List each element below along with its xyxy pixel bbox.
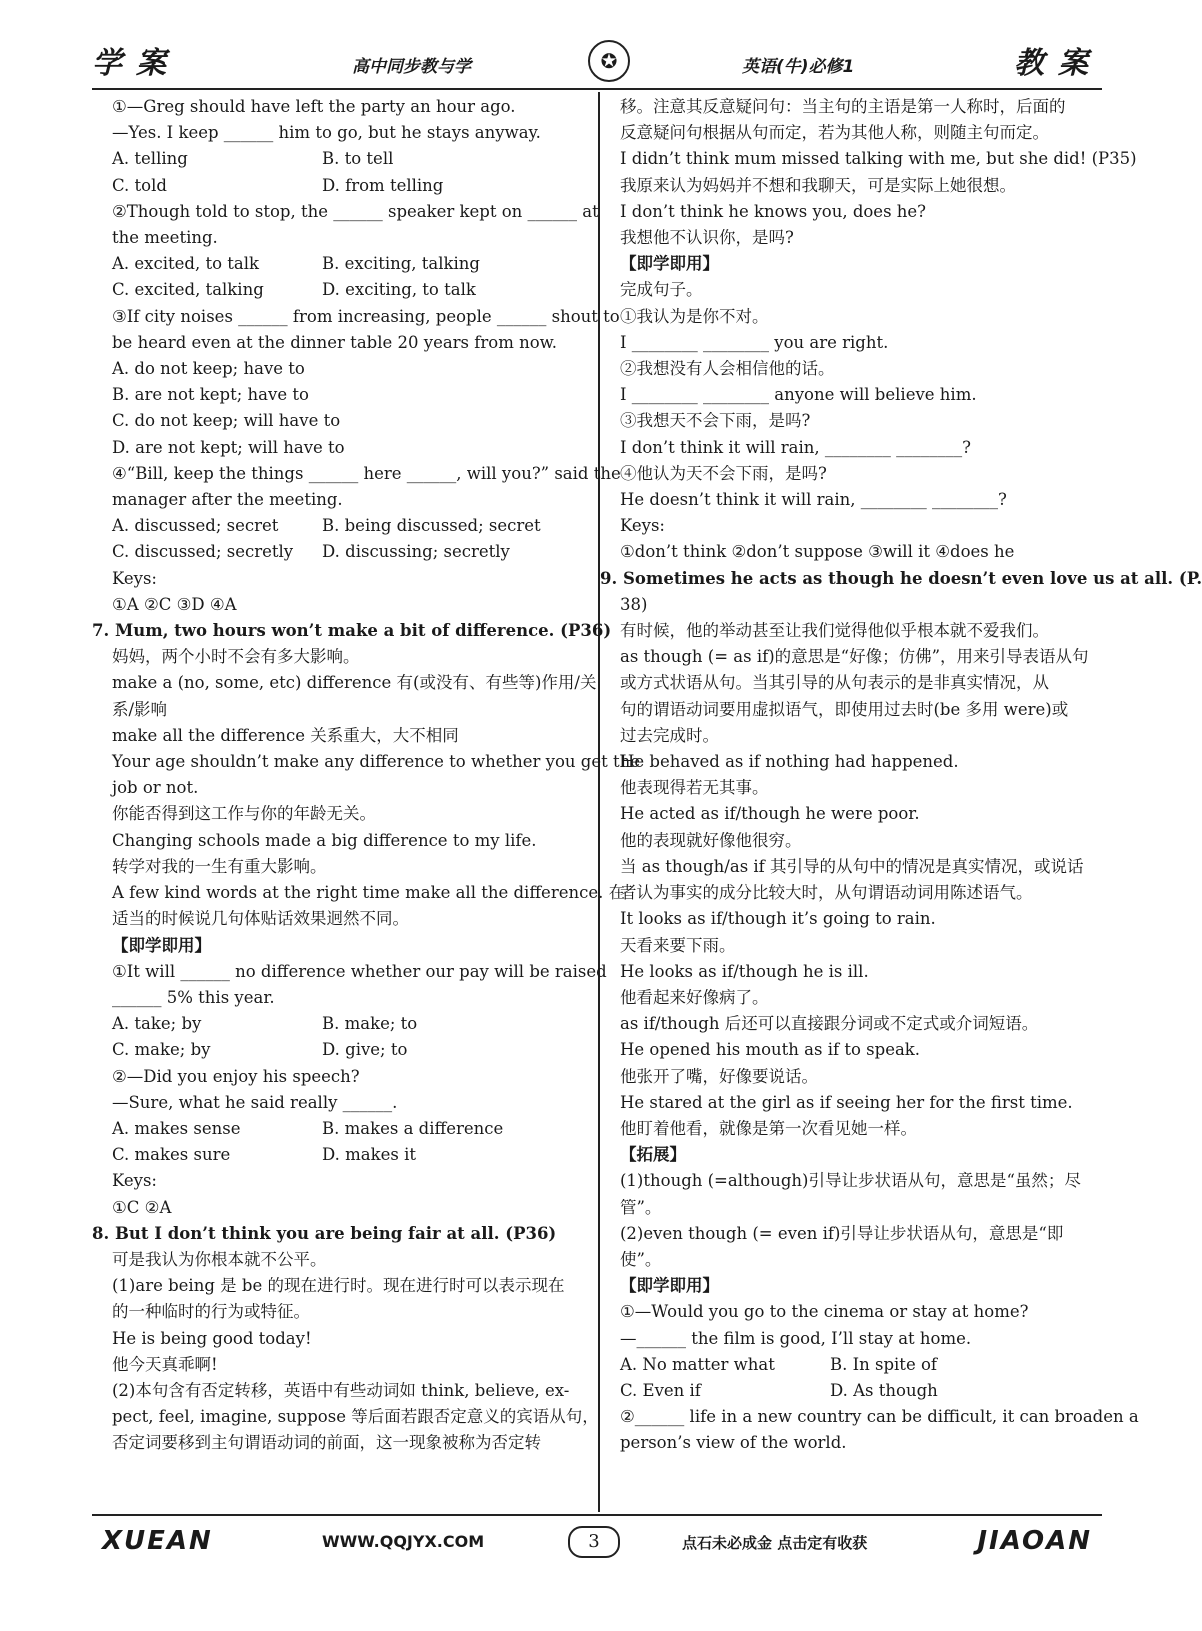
header-xuean-logo: 学案: [92, 46, 180, 81]
text-line: Keys:: [112, 568, 157, 588]
section-label: 【即学即用】: [620, 1276, 719, 1296]
text-line: as though (= as if)的意思是“好像；仿佛”，用来引导表语从句: [620, 647, 1089, 667]
text-line: —Yes. I keep ______ him to go, but he stays anyway.: [112, 123, 541, 143]
text-line: 38): [620, 594, 648, 614]
option-row: [112, 539, 582, 565]
text-line: 有时候，他的举动甚至让我们觉得他似乎根本就不爱我们。: [620, 621, 1049, 641]
option-row: [112, 1011, 582, 1037]
numbered-heading: 7. Mum, two hours won’t make a bit of difference. (P36): [92, 621, 612, 641]
text-line: 我想他不认识你，是吗?: [620, 228, 794, 248]
text-line: I don’t think he knows you, does he?: [620, 201, 927, 221]
text-line: (2)even though (= even if)引导让步状语从句，意思是“即: [620, 1223, 1064, 1243]
text-line: It looks as if/though it’s going to rain.: [620, 909, 936, 929]
text-line: manager after the meeting.: [112, 490, 343, 510]
text-line: 者认为事实的成分比较大时，从句谓语动词用陈述语气。: [620, 883, 1033, 903]
text-line: ②我想没有人会相信他的话。: [620, 359, 835, 379]
option-row: [112, 1116, 582, 1142]
text-line: 他看起来好像病了。: [620, 987, 769, 1007]
text-line: ②—Did you enjoy his speech?: [112, 1066, 360, 1086]
text-line: 他表现得若无其事。: [620, 778, 769, 798]
footer-slogan: 点石未必成金 点击定有收获: [682, 1534, 868, 1552]
text-line: 他盯着他看，就像是第一次看见她一样。: [620, 1118, 917, 1138]
text-line: 当 as though/as if 其引导的从句中的情况是真实情况，或说话: [620, 856, 1084, 876]
text-line: I ________ ________ you are right.: [620, 332, 889, 352]
text-line: 过去完成时。: [620, 725, 719, 745]
text-line: I ________ ________ anyone will believe him.: [620, 385, 977, 405]
text-line: A few kind words at the right time make all the difference. 在: [112, 883, 626, 903]
option-choice: C. makes sure: [112, 1145, 231, 1165]
header-jiaoan-logo: 教案: [1014, 46, 1102, 81]
page-number: 3: [568, 1526, 620, 1558]
text-line: as if/though 后还可以直接跟分词或不定式或介词短语。: [620, 1014, 1039, 1034]
option-choice: A. makes sense: [112, 1118, 241, 1138]
text-line: 你能否得到这工作与你的年龄无关。: [112, 804, 376, 824]
option-choice: A. take; by: [112, 1014, 202, 1034]
text-line: ①我认为是你不对。: [620, 306, 769, 326]
text-line: (1)though (=although)引导让步状语从句，意思是“虽然；尽: [620, 1171, 1081, 1191]
option-choice: C. make; by: [112, 1040, 211, 1060]
text-line: Your age shouldn’t make any difference to whether you get the: [112, 752, 641, 772]
option-choice: C. told: [112, 175, 167, 195]
text-line: 转学对我的一生有重大影响。: [112, 856, 327, 876]
numbered-heading: 9. Sometimes he acts as though he doesn’t even love us at all. (P.: [600, 568, 1202, 588]
text-line: I don’t think it will rain, ________ ________?: [620, 437, 971, 457]
text-line: 他的表现就好像他很穷。: [620, 830, 802, 850]
option-row: [112, 146, 582, 172]
text-line: 他张开了嘴，好像要说话。: [620, 1066, 818, 1086]
option-choice: D. As though: [830, 1380, 938, 1400]
numbered-heading: 8. But I don’t think you are being fair at all. (P36): [92, 1223, 557, 1243]
option-row: [112, 277, 582, 303]
option-choice: A. No matter what: [620, 1354, 775, 1374]
option-row: [112, 173, 582, 199]
option-row: [112, 1142, 582, 1168]
text-line: 可是我认为你根本就不公平。: [112, 1249, 327, 1269]
text-line: Keys:: [620, 516, 665, 536]
option-choice: B. In spite of: [830, 1354, 937, 1374]
option-choice: B. being discussed; secret: [322, 516, 541, 536]
option-choice: A. discussed; secret: [112, 516, 279, 536]
text-line: ______ 5% this year.: [112, 987, 275, 1007]
text-line: 句的谓语动词要用虚拟语气，即使用过去时(be 多用 were)或: [620, 699, 1069, 719]
text-line: make all the difference 关系重大，大不相同: [112, 725, 459, 745]
right-column: [600, 94, 1202, 1457]
text-line: ②Though told to stop, the ______ speaker kept on ______ at: [112, 201, 599, 221]
text-line: (1)are being 是 be 的现在进行时。现在进行时可以表示现在: [112, 1276, 565, 1296]
text-line: (2)本句含有否定转移，英语中有些动词如 think, believe, ex-: [112, 1380, 570, 1400]
text-line: ①It will ______ no difference whether our pay will be raised: [112, 961, 607, 981]
text-line: Changing schools made a big difference to my life.: [112, 830, 537, 850]
text-line: D. are not kept; will have to: [112, 437, 345, 457]
text-line: He looks as if/though he is ill.: [620, 961, 869, 981]
footer-website: WWW.QQJYX.COM: [322, 1532, 485, 1551]
option-choice: C. Even if: [620, 1380, 701, 1400]
text-line: He doesn’t think it will rain, ________ ________?: [620, 490, 1007, 510]
text-line: ②______ life in a new country can be difficult, it can broaden a: [620, 1407, 1139, 1427]
text-line: ①A ②C ③D ④A: [112, 594, 237, 614]
text-line: 我原来认为妈妈并不想和我聊天，可是实际上她很想。: [620, 175, 1016, 195]
text-line: ①—Greg should have left the party an hour ago.: [112, 97, 516, 116]
text-line: I didn’t think mum missed talking with me, but she did! (P35): [620, 149, 1137, 169]
text-line: 否定词要移到主句谓语动词的前面，这一现象被称为否定转: [112, 1433, 541, 1453]
option-row: [620, 1378, 1092, 1404]
text-line: 完成句子。: [620, 280, 703, 300]
text-line: A. do not keep; have to: [112, 359, 305, 379]
option-row: [620, 1352, 1092, 1378]
text-line: 系/影响: [112, 699, 168, 719]
header-subject-title: 英语(牛)必修1: [742, 57, 855, 77]
text-line: ①—Would you go to the cinema or stay at home?: [620, 1302, 1029, 1322]
option-choice: D. makes it: [322, 1145, 416, 1165]
footer-jiaoan-logo: JIAOAN: [977, 1526, 1092, 1556]
publisher-emblem-icon: ✪: [588, 40, 630, 82]
option-choice: A. telling: [112, 149, 188, 169]
option-row: [112, 513, 582, 539]
section-label: 【拓展】: [620, 1145, 686, 1165]
text-line: ④他认为天不会下雨，是吗?: [620, 463, 827, 483]
text-line: 适当的时候说几句体贴话效果迥然不同。: [112, 909, 409, 929]
option-choice: D. give; to: [322, 1040, 408, 1060]
text-line: ①C ②A: [112, 1197, 172, 1217]
text-line: He is being good today!: [112, 1328, 312, 1348]
text-line: ④“Bill, keep the things ______ here ______, will you?” said the: [112, 463, 621, 483]
text-line: 的一种临时的行为或特征。: [112, 1302, 310, 1322]
text-line: ①don’t think ②don’t suppose ③will it ④does he: [620, 542, 1015, 562]
text-line: person’s view of the world.: [620, 1433, 847, 1453]
text-line: Keys:: [112, 1171, 157, 1191]
header-series-title: 高中同步教与学: [352, 57, 471, 77]
text-line: C. do not keep; will have to: [112, 411, 341, 431]
option-choice: C. excited, talking: [112, 280, 264, 300]
page-header: [92, 38, 1102, 86]
text-line: He acted as if/though he were poor.: [620, 804, 920, 824]
text-line: 天看来要下雨。: [620, 935, 736, 955]
section-label: 【即学即用】: [620, 254, 719, 274]
column-divider: [598, 92, 600, 1512]
option-choice: B. make; to: [322, 1014, 418, 1034]
option-choice: D. discussing; secretly: [322, 542, 510, 562]
option-row: [112, 1037, 582, 1063]
text-line: ③我想天不会下雨，是吗?: [620, 411, 811, 431]
text-line: B. are not kept; have to: [112, 385, 309, 405]
text-line: He stared at the girl as if seeing her for the first time.: [620, 1092, 1073, 1112]
text-line: ③If city noises ______ from increasing, people ______ shout to: [112, 306, 620, 326]
text-line: 或方式状语从句。当其引导的从句表示的是非真实情况，从: [620, 673, 1049, 693]
text-line: 使”。: [620, 1249, 662, 1269]
text-line: —______ the film is good, I’ll stay at home.: [620, 1328, 972, 1348]
text-line: 移。注意其反意疑问句：当主句的主语是第一人称时，后面的: [620, 97, 1066, 116]
option-row: [112, 251, 582, 277]
text-line: He behaved as if nothing had happened.: [620, 752, 959, 772]
text-line: be heard even at the dinner table 20 years from now.: [112, 332, 558, 352]
text-line: —Sure, what he said really ______.: [112, 1092, 398, 1112]
footer-xuean-logo: XUEAN: [102, 1526, 213, 1556]
text-line: the meeting.: [112, 228, 218, 248]
text-line: 反意疑问句根据从句而定，若为其他人称，则随主句而定。: [620, 123, 1049, 143]
text-line: make a (no, some, etc) difference 有(或没有、有些等)作用/关: [112, 673, 597, 693]
page-footer: [92, 1520, 1102, 1564]
option-choice: A. excited, to talk: [112, 254, 259, 274]
option-choice: B. to tell: [322, 149, 394, 169]
text-line: pect, feel, imagine, suppose 等后面若跟否定意义的宾语从句，: [112, 1407, 599, 1427]
text-line: 妈妈，两个小时不会有多大影响。: [112, 647, 360, 667]
option-choice: B. makes a difference: [322, 1118, 504, 1138]
option-choice: D. exciting, to talk: [322, 280, 476, 300]
text-line: 他今天真乖啊!: [112, 1354, 218, 1374]
text-line: job or not.: [112, 778, 199, 798]
footer-rule: [92, 1514, 1102, 1516]
text-line: 管”。: [620, 1197, 662, 1217]
option-choice: C. discussed; secretly: [112, 542, 294, 562]
header-rule: [92, 88, 1102, 90]
option-choice: D. from telling: [322, 175, 444, 195]
text-line: He opened his mouth as if to speak.: [620, 1040, 921, 1060]
section-label: 【即学即用】: [112, 935, 211, 955]
option-choice: B. exciting, talking: [322, 254, 480, 274]
